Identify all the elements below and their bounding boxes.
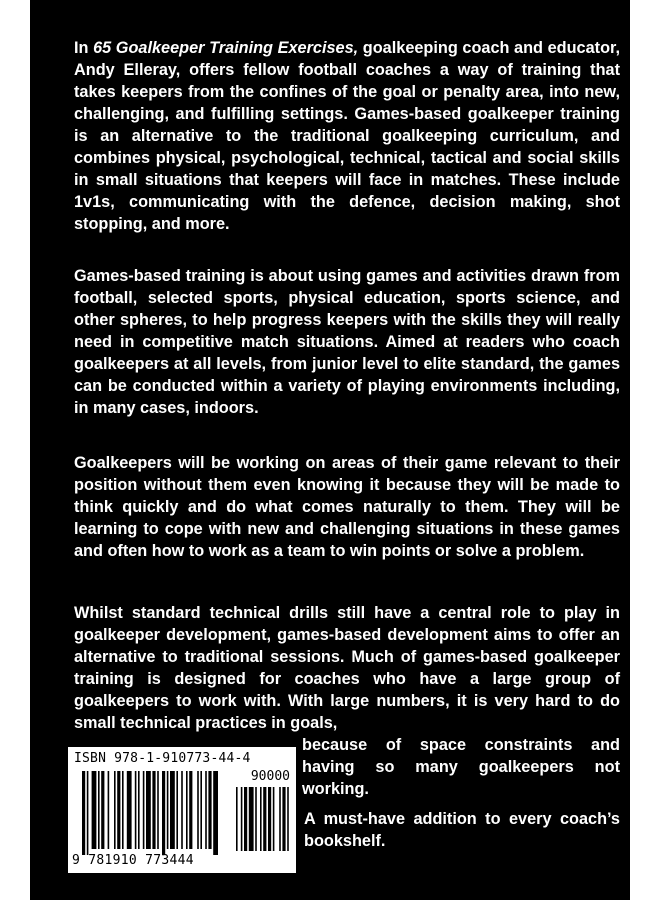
- barcode-bar: [87, 771, 89, 855]
- blurb-paragraph-3: Goalkeepers will be working on areas of their game relevant to their position without them even knowing it because they will be made to think quickly and do what comes naturally to them. They will be learning to cope with new and challenging situations in these games and often how to work as a team to win points or solve a problem.: [74, 454, 620, 560]
- isbn-number: ISBN 978-1-910773-44-4: [74, 751, 251, 766]
- blurb-intro: In: [74, 39, 89, 57]
- barcode-bar: [138, 771, 140, 849]
- barcode-bar: [167, 771, 169, 849]
- barcode-bar: [213, 771, 218, 855]
- barcode-bar: [162, 771, 165, 855]
- book-title-italic: 65 Goalkeeper Training Exercises,: [93, 39, 359, 57]
- barcode-addon-bar: [260, 787, 262, 851]
- price-code: 90000: [250, 769, 290, 784]
- blurb-paragraph-1-text: goalkeeping coach and educator, Andy Elleray, offers fellow football coaches a way of training that takes keepers from the confines of the goal or penalty area, into new, challenging, and fulfilling settings. Games-based goalkeeper training is an alternative to the traditional goalkeeping curriculum, and combines physical, psychological, technical, tactical and social skills in small situations that keepers will face in matches. These include 1v1s, communicating with the defence, decision making, shot stopping, and more.: [74, 39, 620, 233]
- barcode-addon-bar: [255, 787, 257, 851]
- barcode-bar: [114, 771, 116, 849]
- barcode-digits: 9 781910 773444: [72, 853, 194, 868]
- barcode-addon-bar: [249, 787, 254, 851]
- barcode-bar: [181, 771, 183, 849]
- blurb-closing-line: A must-have addition to every coach’s bookshelf.: [304, 810, 620, 850]
- barcode-bar: [197, 771, 199, 849]
- barcode-addon-bar: [273, 787, 275, 851]
- barcode-bar: [101, 771, 104, 849]
- barcode-addon-bar: [236, 787, 238, 851]
- barcode-addon-bar: [244, 787, 247, 851]
- blurb-paragraph-4-wrap: because of space constraints and having so many goalkeepers not working.: [302, 736, 620, 798]
- barcode-addon-bar: [263, 787, 266, 851]
- barcode-addon-bar: [287, 787, 289, 851]
- blurb-paragraph-4-text: Whilst standard technical drills still have a central role to play in goalkeeper development, games-based development aims to offer an alternative to traditional sessions. Much of games-based goalkeeper training is designed for coaches who have a large group of goalkeepers to work with. With large numbers, it is very hard to do small technical practices in goals,: [74, 604, 620, 732]
- barcode-bar: [189, 771, 192, 849]
- barcode-addon-bar: [241, 787, 243, 851]
- barcode-bar: [82, 771, 85, 855]
- barcode-bar: [98, 771, 100, 849]
- barcode-bar: [200, 771, 202, 849]
- isbn-barcode: [68, 747, 296, 873]
- barcode-addon-bar: [282, 787, 285, 851]
- barcode-bar: [143, 771, 145, 849]
- barcode-addon-bar: [268, 787, 271, 851]
- blurb-paragraph-1: [74, 37, 620, 235]
- barcode-bar: [146, 771, 151, 849]
- barcode-bar: [135, 771, 137, 849]
- barcode-bar: [176, 771, 178, 849]
- barcode-bar: [208, 771, 211, 849]
- barcode-addon-bar: [279, 787, 281, 851]
- barcode-bar: [117, 771, 120, 849]
- blurb-paragraph-2: Games-based training is about using games and activities drawn from football, selected sports, physical education, sports science, and other spheres, to help progress keepers with the skills they will really need in competitive match situations. Aimed at readers who coach goalkeepers at all levels, from junior level to elite standard, the games can be conducted within a variety of playing environments including, in many cases, indoors.: [74, 267, 620, 417]
- barcode-bar: [205, 771, 207, 849]
- back-cover: [30, 0, 630, 900]
- barcode-bar: [92, 771, 97, 849]
- barcode-bar: [170, 771, 175, 849]
- barcode-bar: [152, 771, 155, 849]
- barcode-bar: [127, 771, 132, 849]
- barcode-bar: [108, 771, 110, 849]
- barcode-bar: [122, 771, 124, 849]
- barcode-bar: [186, 771, 188, 849]
- barcode-bar: [157, 771, 159, 849]
